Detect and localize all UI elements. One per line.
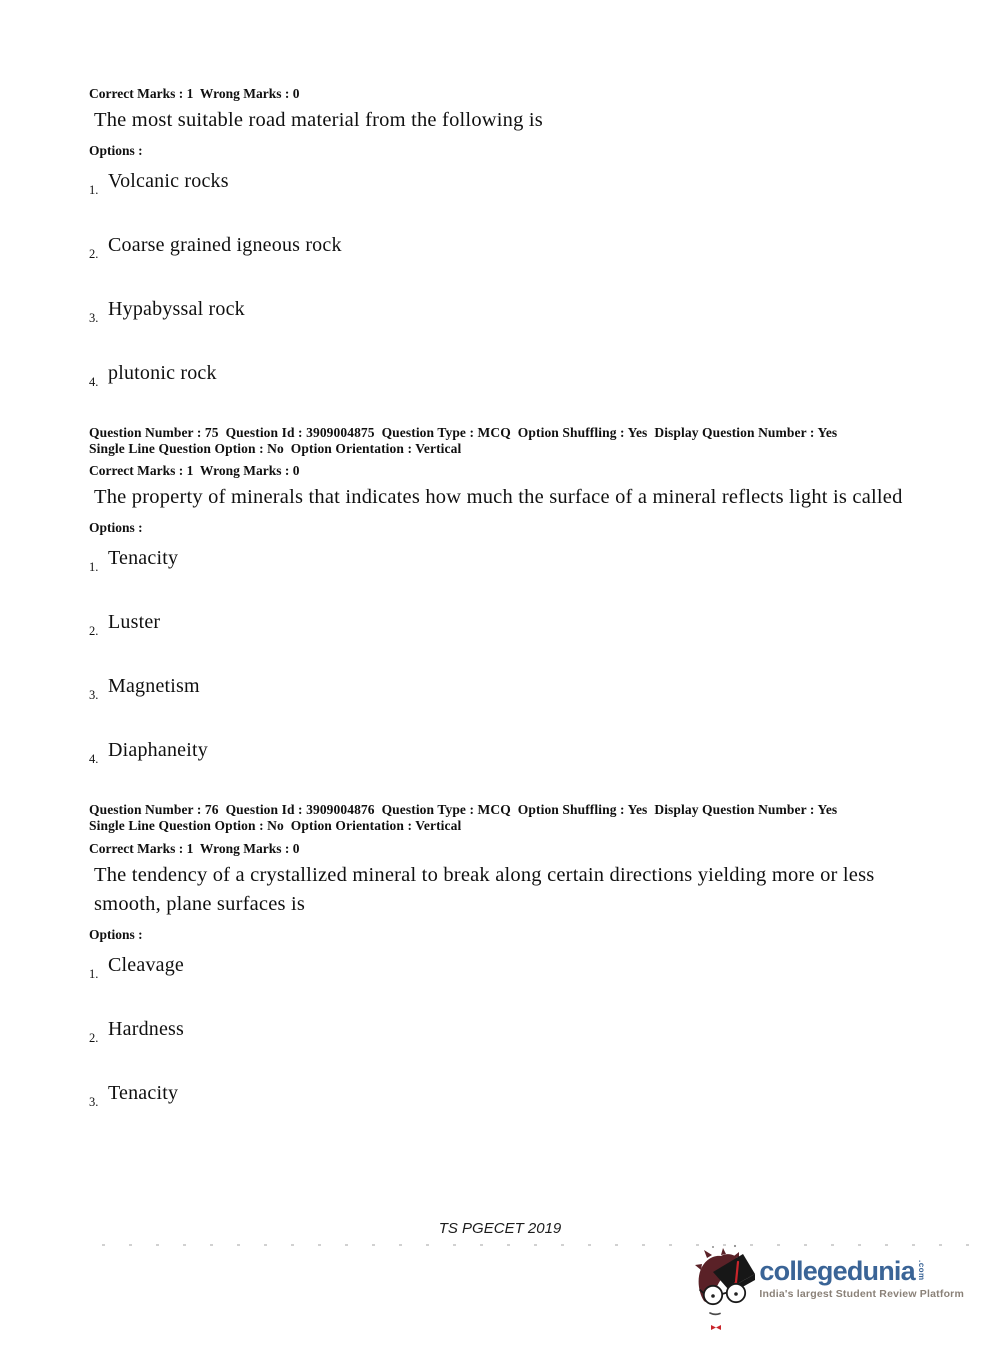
option-number: 3. [89,688,99,703]
question-meta-line-2: Single Line Question Option : No Option Orientation : Vertical [89,818,462,834]
logo-brand-text: collegedunia [759,1256,915,1286]
option-row [89,1017,920,1046]
question-text: The most suitable road material from the following is [94,109,543,132]
option-row [89,610,920,639]
option-text: Diaphaneity [108,739,208,762]
option-row [89,674,920,703]
question-text: The property of minerals that indicates how much the surface of a mineral reflects light is called [94,486,903,509]
question-block-partial [89,86,920,389]
option-number: 4. [89,374,99,389]
question-text: The tendency of a crystallized mineral to break along certain directions yielding more or less smooth, plane surfaces is [94,863,875,916]
option-row [89,953,920,982]
option-number: 3. [89,1095,99,1110]
marks-line: Correct Marks : 1 Wrong Marks : 0 [89,840,300,856]
option-number: 2. [89,1031,99,1046]
option-number: 1. [89,560,99,575]
option-number: 1. [89,182,99,197]
option-row [89,1081,920,1110]
collegedunia-logo [693,1244,964,1337]
option-row [89,297,920,325]
question-block-76 [89,802,920,1110]
options-label: Options : [89,520,143,536]
option-text: Cleavage [108,954,185,977]
option-text: Magnetism [108,675,200,698]
options-label: Options : [89,927,143,943]
collegedunia-mascot-icon [693,1244,757,1337]
option-number: 4. [89,752,99,767]
question-meta-line-2: Single Line Question Option : No Option Orientation : Vertical [89,441,462,457]
option-text: Volcanic rocks [108,169,229,192]
option-row [89,233,920,261]
option-text: Coarse grained igneous rock [108,233,342,256]
option-row [89,738,920,767]
exam-title: TS PGECET 2019 [438,1220,562,1237]
marks-line: Correct Marks : 1 Wrong Marks : 0 [89,463,300,479]
question-meta-line-1: Question Number : 76 Question Id : 3909004876 Question Type : MCQ Option Shuffling : Yes Display Question Number : Yes [89,802,838,818]
option-row [89,546,920,575]
option-text: Hardness [108,1018,185,1041]
logo-tagline: India's largest Student Review Platform [759,1288,964,1300]
option-text: plutonic rock [108,361,217,384]
option-number: 2. [89,624,99,639]
option-row [89,361,920,389]
option-number: 2. [89,246,99,261]
options-label: Options : [89,142,143,158]
question-meta-line-1: Question Number : 75 Question Id : 3909004875 Question Type : MCQ Option Shuffling : Yes Display Question Number : Yes [89,424,838,440]
option-number: 3. [89,310,99,325]
option-text: Luster [108,611,161,634]
marks-line: Correct Marks : 1 Wrong Marks : 0 [89,86,300,101]
question-block-75 [89,424,920,767]
logo-brand-row [759,1258,964,1285]
logo-text-column [759,1244,964,1300]
option-text: Tenacity [108,1082,179,1105]
logo-tld-text: .com [916,1260,926,1281]
option-row [89,169,920,197]
option-number: 1. [89,967,99,982]
option-text: Tenacity [108,547,179,570]
option-text: Hypabyssal rock [108,297,245,320]
